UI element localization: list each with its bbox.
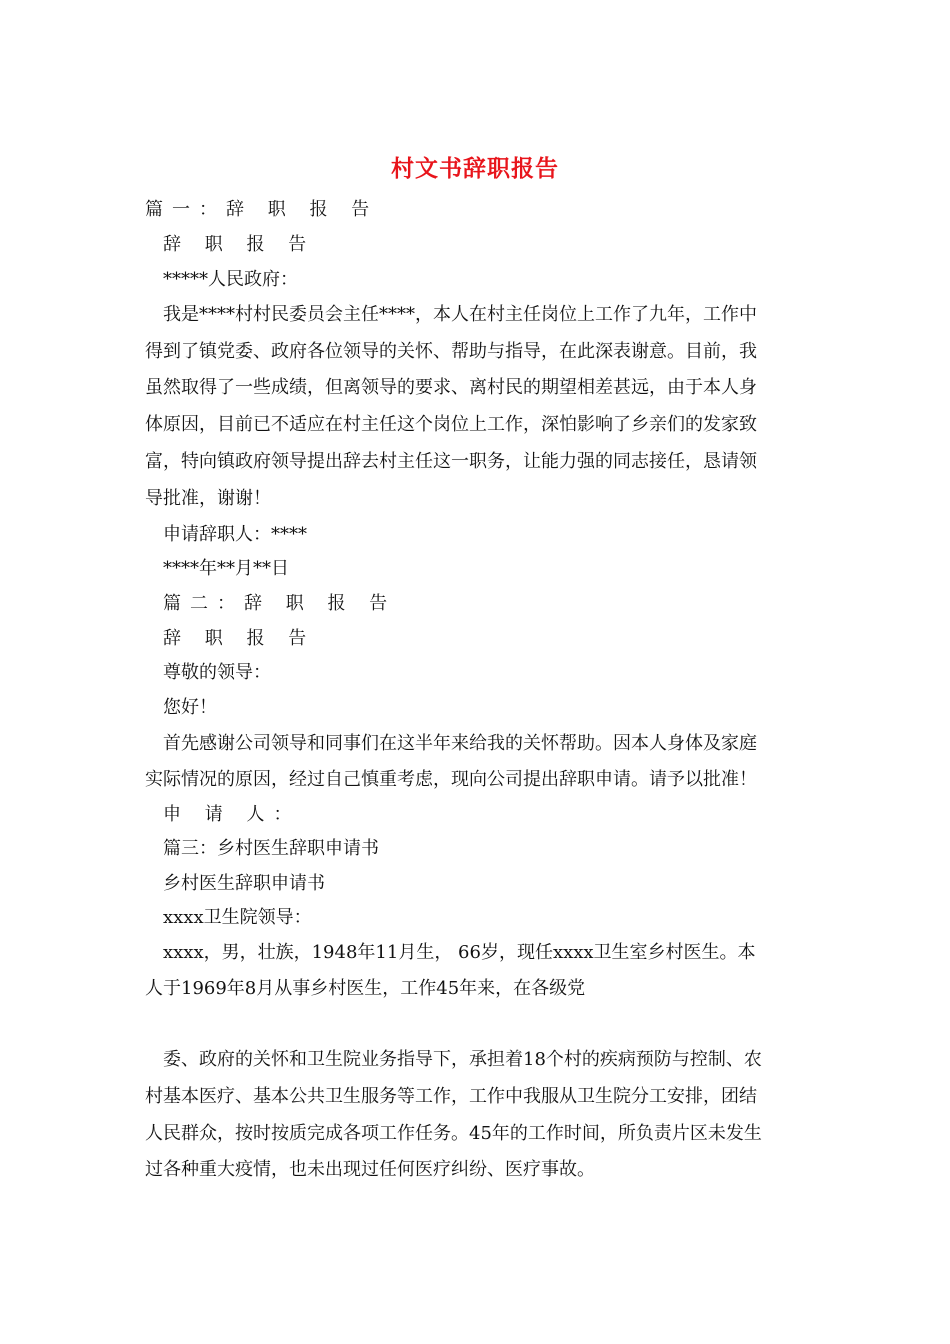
paragraph-line: 实际情况的原因，经过自己慎重考虑，现向公司提出辞职申请。请予以批准！ [145, 769, 757, 790]
section-heading-3: 篇三：乡村医生辞职申请书 [163, 838, 379, 859]
paragraph-line: 首先感谢公司领导和同事们在这半年来给我的关怀帮助。因本人身体及家庭 [163, 733, 757, 754]
paragraph-line: 过各种重大疫情，也未出现过任何医疗纠纷、医疗事故。 [145, 1159, 595, 1180]
addressee-2: 尊敬的领导： [163, 662, 271, 683]
paragraph-line: 得到了镇党委、政府各位领导的关怀、帮助与指导，在此深表谢意。目前，我 [145, 341, 757, 362]
signature-line: 申 请 人： [163, 804, 301, 825]
date-line: ****年**月**日 [163, 558, 289, 579]
addressee-1: *****人民政府： [163, 269, 298, 290]
section-heading-1: 篇一：辞 职 报 告 [145, 199, 379, 220]
paragraph-line: 导批准，谢谢！ [145, 488, 271, 509]
document-title: 村文书辞职报告 [391, 155, 559, 182]
paragraph-line: 村基本医疗、基本公共卫生服务等工作，工作中我服从卫生院分工安排，团结 [145, 1086, 757, 1107]
section-heading-2: 篇二：辞 职 报 告 [163, 593, 397, 614]
paragraph-line: 虽然取得了一些成绩，但离领导的要求、离村民的期望相差甚远，由于本人身 [145, 377, 757, 398]
paragraph-line: 委、政府的关怀和卫生院业务指导下，承担着18个村的疾病预防与控制、农 [163, 1049, 762, 1070]
subheading-3: 乡村医生辞职申请书 [163, 873, 325, 894]
paragraph-line: xxxx，男，壮族，1948年11月生， 66岁，现任xxxx卫生室乡村医生。本 [163, 942, 756, 963]
paragraph-line: 人民群众，按时按质完成各项工作任务。45年的工作时间，所负责片区未发生 [145, 1123, 762, 1144]
paragraph-line: 体原因，目前已不适应在村主任这个岗位上工作，深怕影响了乡亲们的发家致 [145, 414, 757, 435]
subheading-2: 辞 职 报 告 [163, 628, 316, 649]
paragraph-line: 人于1969年8月从事乡村医生，工作45年来，在各级党 [145, 978, 586, 999]
greeting: 您好！ [163, 697, 217, 718]
subheading-1: 辞 职 报 告 [163, 234, 316, 255]
paragraph-line: 富，特向镇政府领导提出辞去村主任这一职务，让能力强的同志接任，恳请领 [145, 451, 757, 472]
paragraph-line: 我是****村村民委员会主任****，本人在村主任岗位上工作了九年，工作中 [163, 304, 757, 325]
signature-line: 申请辞职人：**** [163, 524, 307, 545]
addressee-3: xxxx卫生院领导： [163, 907, 312, 928]
